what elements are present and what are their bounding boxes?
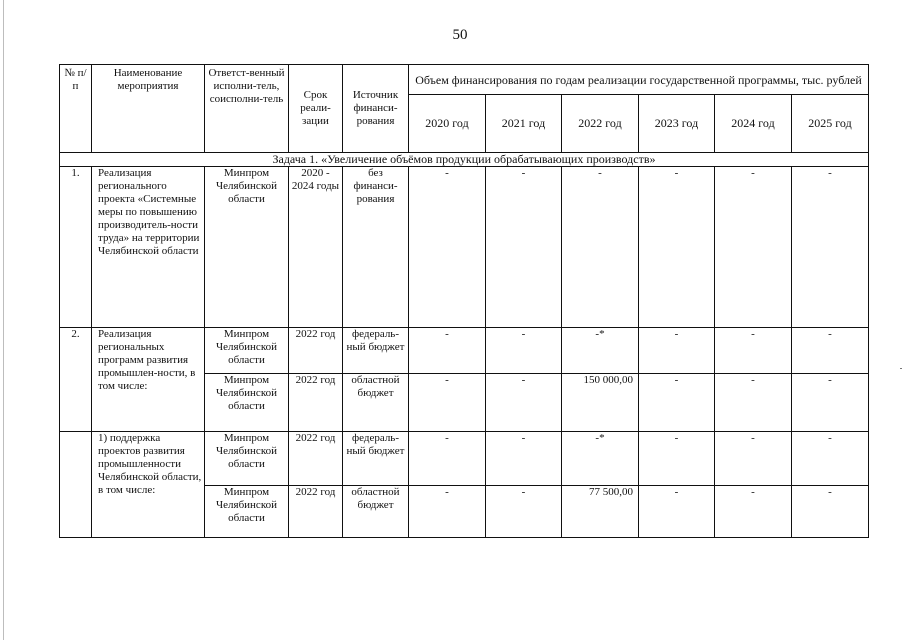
responsible-cell: Минпром Челябинской области — [205, 328, 289, 374]
table-row — [60, 328, 869, 374]
page-right-mark — [900, 368, 902, 369]
event-name: Реализация региональных программ развития промышлен-ности, в том числе: — [92, 328, 205, 432]
value-2022: -* — [562, 432, 639, 486]
value-2023: - — [639, 486, 715, 538]
value-2021: - — [486, 328, 562, 374]
value-2025: - — [792, 374, 869, 432]
value-2020: - — [409, 432, 486, 486]
col-header-responsible: Ответст-венный исполни-тель, соисполни-тель — [205, 65, 289, 153]
source-cell: областной бюджет — [343, 486, 409, 538]
responsible-cell: Минпром Челябинской области — [205, 432, 289, 486]
task-row — [60, 153, 869, 167]
value-2024: - — [715, 374, 792, 432]
value-2025: - — [792, 328, 869, 374]
year-header-2022: 2022 год — [562, 95, 639, 153]
term-cell: 2022 год — [289, 374, 343, 432]
term-cell: 2020 - 2024 годы — [289, 167, 343, 328]
table-row — [60, 432, 869, 486]
value-2025: - — [792, 167, 869, 328]
value-2023: - — [639, 374, 715, 432]
row-number: 2. — [60, 328, 92, 432]
term-cell: 2022 год — [289, 486, 343, 538]
value-2022: - — [562, 167, 639, 328]
value-2022: -* — [562, 328, 639, 374]
value-2021: - — [486, 486, 562, 538]
event-name: Реализация регионального проекта «Системные меры по повышению производитель-ности труда» на территории Челябинской области — [92, 167, 205, 328]
value-2021: - — [486, 374, 562, 432]
page-left-edge — [3, 0, 4, 640]
col-header-term: Срок реали-зации — [289, 65, 343, 153]
year-header-2024: 2024 год — [715, 95, 792, 153]
responsible-cell: Минпром Челябинской области — [205, 374, 289, 432]
source-cell: федераль-ный бюджет — [343, 328, 409, 374]
event-name: 1) поддержка проектов развития промышленности Челябинской области, в том числе: — [92, 432, 205, 538]
value-2025: - — [792, 486, 869, 538]
source-cell: без финанси-рования — [343, 167, 409, 328]
value-2022: 150 000,00 — [562, 374, 639, 432]
task-title: Задача 1. «Увеличение объёмов продукции обрабатывающих производств» — [60, 153, 869, 167]
col-header-num: № п/п — [60, 65, 92, 153]
value-2024: - — [715, 486, 792, 538]
value-2023: - — [639, 167, 715, 328]
value-2021: - — [486, 432, 562, 486]
responsible-cell: Минпром Челябинской области — [205, 486, 289, 538]
row-number — [60, 432, 92, 538]
value-2024: - — [715, 432, 792, 486]
term-cell: 2022 год — [289, 328, 343, 374]
year-header-2020: 2020 год — [409, 95, 486, 153]
value-2023: - — [639, 328, 715, 374]
table-row — [60, 167, 869, 328]
col-header-name: Наименование мероприятия — [92, 65, 205, 153]
value-2022: 77 500,00 — [562, 486, 639, 538]
source-cell: областной бюджет — [343, 374, 409, 432]
value-2024: - — [715, 328, 792, 374]
funding-table — [59, 64, 869, 538]
header-row — [60, 65, 869, 95]
term-cell: 2022 год — [289, 432, 343, 486]
col-header-source: Источник финанси-рования — [343, 65, 409, 153]
year-header-2021: 2021 год — [486, 95, 562, 153]
value-2023: - — [639, 432, 715, 486]
source-cell: федераль-ный бюджет — [343, 432, 409, 486]
value-2020: - — [409, 328, 486, 374]
col-header-funding: Объем финансирования по годам реализации государственной программы, тыс. рублей — [409, 65, 869, 95]
value-2025: - — [792, 432, 869, 486]
year-header-2023: 2023 год — [639, 95, 715, 153]
year-header-2025: 2025 год — [792, 95, 869, 153]
value-2020: - — [409, 486, 486, 538]
value-2020: - — [409, 374, 486, 432]
row-number: 1. — [60, 167, 92, 328]
value-2020: - — [409, 167, 486, 328]
page-number: 50 — [452, 27, 468, 43]
responsible-cell: Минпром Челябинской области — [205, 167, 289, 328]
value-2024: - — [715, 167, 792, 328]
value-2021: - — [486, 167, 562, 328]
